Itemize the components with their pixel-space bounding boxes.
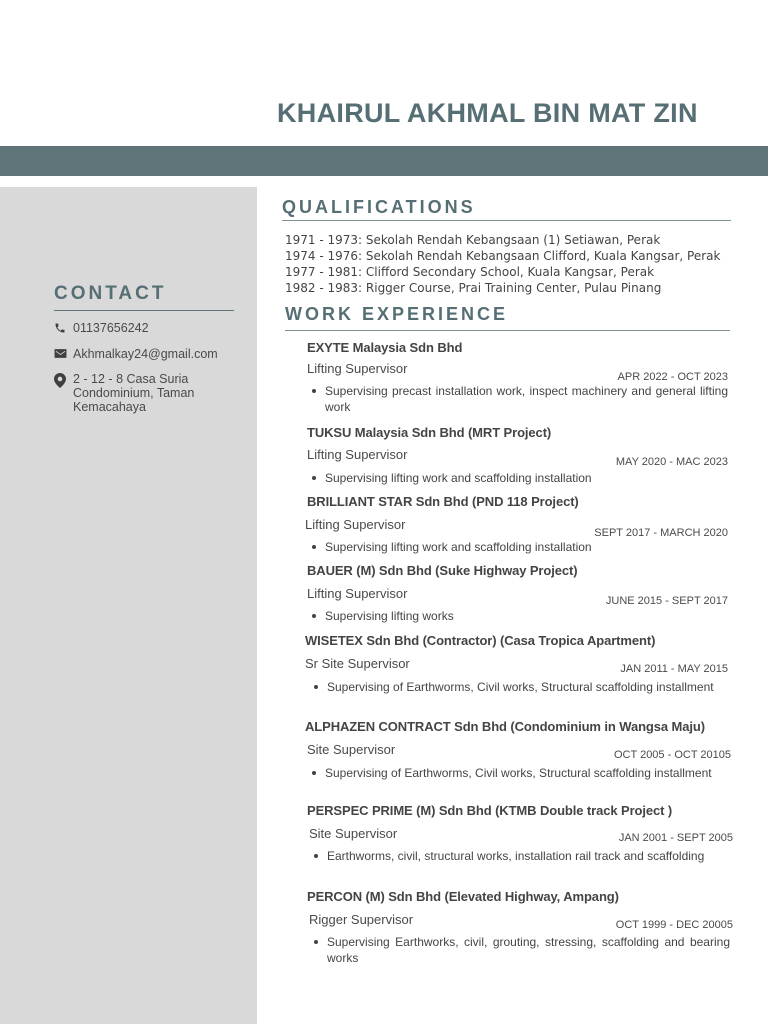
- job-company: TUKSU Malaysia Sdn Bhd (MRT Project): [307, 425, 552, 440]
- qualification-item: 1977 - 1981: Clifford Secondary School, Kuala Kangsar, Perak: [285, 265, 655, 279]
- job-company: EXYTE Malaysia Sdn Bhd: [307, 340, 463, 355]
- job-role: Lifting Supervisor: [307, 447, 408, 462]
- candidate-name: KHAIRUL AKHMAL BIN MAT ZIN: [277, 98, 698, 128]
- job-bullet: Supervising lifting works: [325, 608, 728, 624]
- job-company: ALPHAZEN CONTRACT Sdn Bhd (Condominium in Wangsa Maju): [305, 719, 705, 734]
- work-experience-divider: [285, 330, 730, 331]
- job-bullet: Supervising Earthworks, civil, grouting, stressing, scaffolding and bearing works: [327, 935, 730, 965]
- job-dates: JAN 2011 - MAY 2015: [620, 663, 728, 675]
- job-dates: OCT 1999 - DEC 20005: [615, 919, 733, 931]
- job-dates: SEPT 2017 - MARCH 2020: [594, 527, 728, 539]
- job-company: PERSPEC PRIME (M) Sdn Bhd (KTMB Double track Project ): [307, 803, 673, 818]
- qualifications-divider: [282, 220, 731, 221]
- contact-address: [54, 372, 223, 414]
- qualification-item: 1974 - 1976: Sekolah Rendah Kebangsaan Clifford, Kuala Kangsar, Perak: [285, 249, 721, 263]
- job-role: Lifting Supervisor: [307, 361, 408, 376]
- job-company: PERCON (M) Sdn Bhd (Elevated Highway, Ampang): [307, 889, 619, 904]
- contact-email: [54, 347, 223, 361]
- address-text: 2 - 12 - 8 Casa Suria Condominium, Taman Kemacahaya: [73, 372, 195, 414]
- job-bullet: Supervising of Earthworms, Civil works, Structural scaffolding installment: [325, 765, 728, 781]
- phone-icon: [54, 321, 73, 335]
- job-role: Site Supervisor: [307, 742, 396, 757]
- job-role: Rigger Supervisor: [309, 912, 414, 927]
- qualification-item: 1971 - 1973: Sekolah Rendah Kebangsaan (1) Setiawan, Perak: [285, 233, 661, 247]
- job-bullet: Earthworms, civil, structural works, installation rail track and scaffolding: [327, 848, 730, 864]
- job-bullet: Supervising of Earthworms, Civil works, Structural scaffolding installment: [327, 679, 730, 695]
- job-dates: JUNE 2015 - SEPT 2017: [605, 595, 728, 607]
- job-dates: JAN 2001 - SEPT 2005: [618, 832, 733, 844]
- job-role: Sr Site Supervisor: [305, 656, 410, 671]
- sidebar: [0, 187, 257, 1024]
- job-company: BAUER (M) Sdn Bhd (Suke Highway Project): [307, 563, 578, 578]
- phone-number: 01137656242: [73, 321, 149, 335]
- qualifications-heading: QUALIFICATIONS: [282, 197, 476, 217]
- job-dates: OCT 2005 - OCT 20105: [614, 749, 731, 761]
- job-role: Lifting Supervisor: [307, 586, 408, 601]
- job-role: Site Supervisor: [309, 826, 398, 841]
- contact-divider: [54, 310, 234, 311]
- job-company: WISETEX Sdn Bhd (Contractor) (Casa Tropica Apartment): [305, 633, 656, 648]
- contact-heading: CONTACT: [54, 283, 167, 304]
- job-dates: APR 2022 - OCT 2023: [617, 371, 728, 383]
- location-pin-icon: [54, 372, 73, 414]
- contact-phone: [54, 321, 223, 335]
- job-role: Lifting Supervisor: [305, 517, 406, 532]
- job-company: BRILLIANT STAR Sdn Bhd (PND 118 Project): [307, 494, 579, 509]
- job-bullet: Supervising precast installation work, inspect machinery and general lifting work: [325, 384, 728, 414]
- email-address: Akhmalkay24@gmail.com: [73, 347, 218, 361]
- job-bullet: Supervising lifting work and scaffolding installation: [325, 470, 728, 486]
- qualifications-list: [285, 232, 720, 296]
- work-experience-heading: WORK EXPERIENCE: [285, 304, 509, 324]
- mail-icon: [54, 347, 73, 361]
- job-bullet: Supervising lifting work and scaffolding installation: [325, 539, 728, 555]
- job-dates: MAY 2020 - MAC 2023: [615, 456, 728, 468]
- qualification-item: 1982 - 1983: Rigger Course, Prai Training Center, Pulau Pinang: [285, 281, 662, 295]
- header-band: [0, 146, 768, 176]
